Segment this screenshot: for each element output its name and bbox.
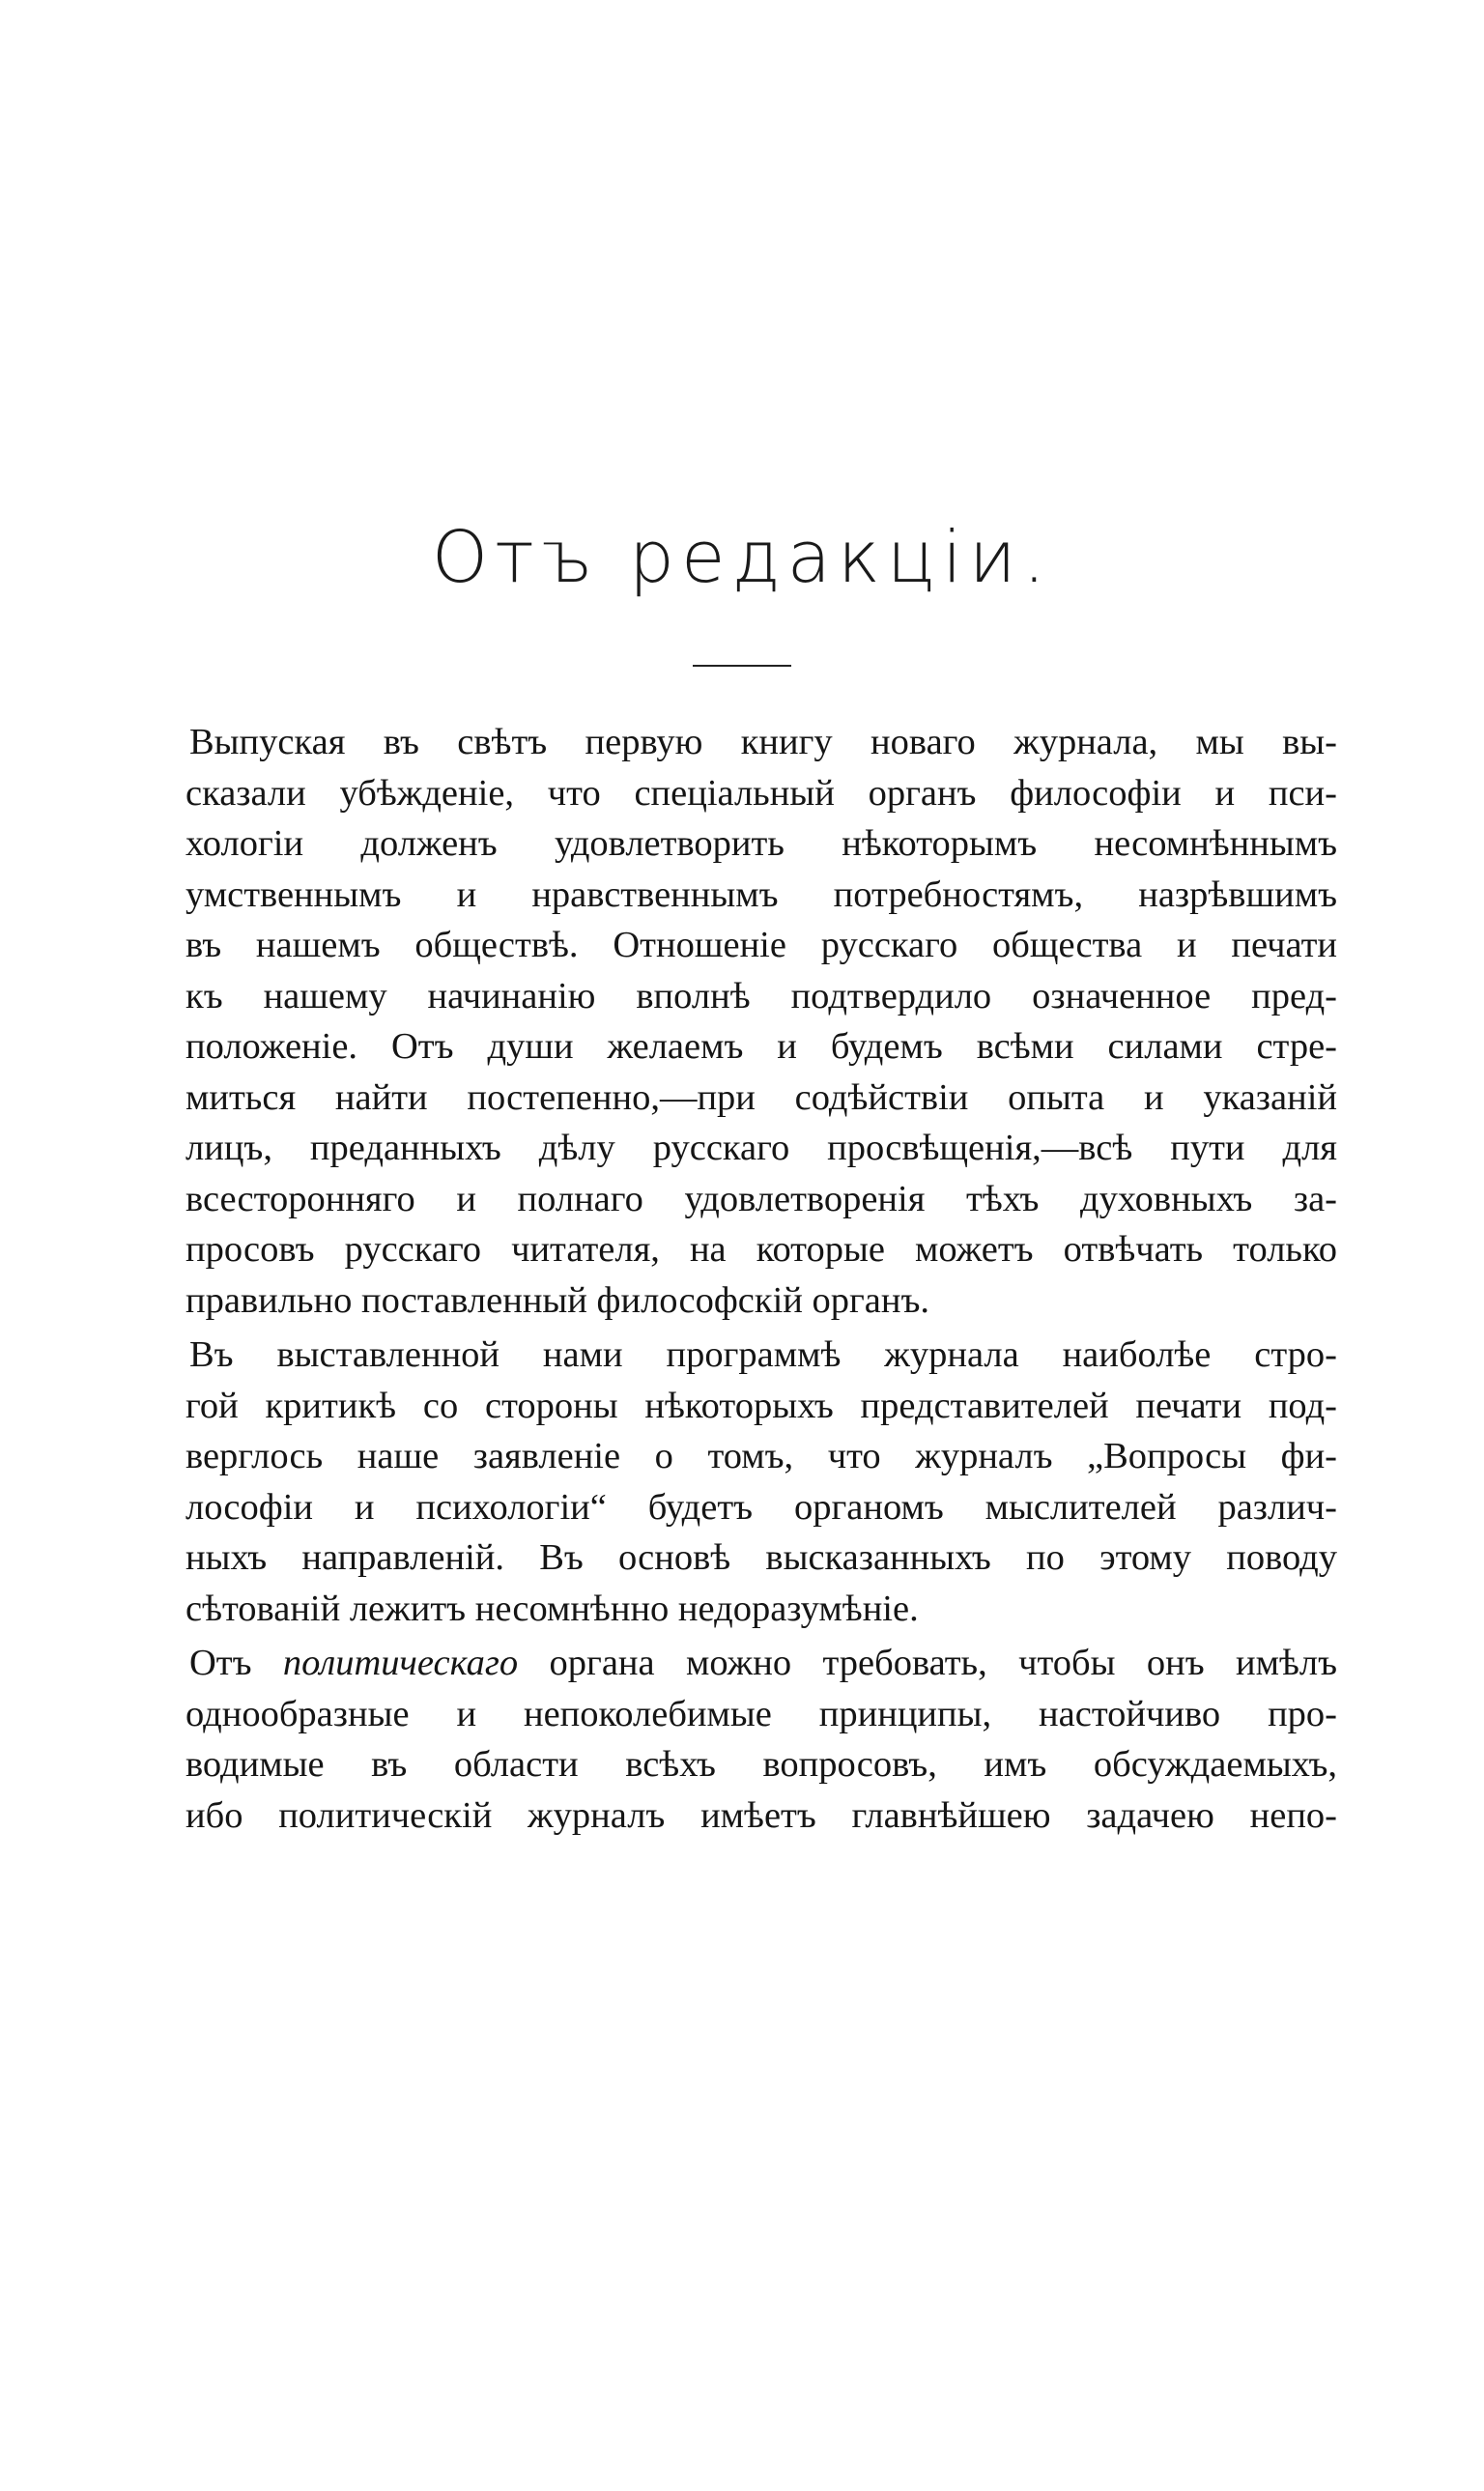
text-line: верглось наше заявленіе о томъ, что журналъ „Вопросы фи- <box>186 1436 1337 1476</box>
text-line: въ нашемъ обществѣ. Отношеніе русскаго общества и печати <box>186 925 1337 965</box>
text-line: однообразные и непоколебимые принципы, настойчиво про- <box>186 1693 1337 1734</box>
page-title: Отъ редакціи. <box>431 516 1053 599</box>
text-line: всесторонняго и полнаго удовлетворенія тѣхъ духовныхъ за- <box>186 1178 1337 1219</box>
text-line: ныхъ направленій. Въ основѣ высказанныхъ по этому поводу <box>186 1537 1337 1578</box>
text-line: лицъ, преданныхъ дѣлу русскаго просвѣщенія,—всѣ пути для <box>186 1128 1337 1168</box>
text-run: Отъ <box>189 1643 283 1683</box>
text-line: къ нашему начинанію вполнѣ подтвердило означенное пред- <box>186 975 1337 1016</box>
paragraph-3 <box>186 1638 1337 1841</box>
text-line: гой критикѣ со стороны нѣкоторыхъ представителей печати под- <box>186 1385 1337 1426</box>
paragraph-1 <box>186 717 1337 1326</box>
title-divider <box>693 665 791 667</box>
text-line: положеніе. Отъ души желаемъ и будемъ всѣми силами стре- <box>186 1026 1337 1067</box>
text-run: органа можно требовать, чтобы онъ имѣлъ <box>518 1643 1337 1683</box>
text-line: умственнымъ и нравственнымъ потребностямъ, назрѣвшимъ <box>186 873 1337 915</box>
text-line: лософіи и психологіи“ будетъ органомъ мыслителей различ- <box>186 1486 1337 1528</box>
italic-word: политическаго <box>282 1643 519 1683</box>
text-line: миться найти постепенно,—при содѣйствіи опыта и указаній <box>186 1076 1337 1118</box>
body-text <box>186 717 1337 1841</box>
text-line: сказали убѣжденіе, что спеціальный органъ философіи и пси- <box>186 772 1337 814</box>
text-line: сѣтованій лежитъ несомнѣнно недоразумѣніе. <box>186 1588 919 1629</box>
text-line: Выпуская въ свѣтъ первую книгу новаго журнала, мы вы- <box>189 722 1337 762</box>
text-line <box>186 1638 1337 1689</box>
text-line: правильно поставленный философскій органъ. <box>186 1279 930 1321</box>
text-line: хологіи долженъ удовлетворить нѣкоторымъ несомнѣннымъ <box>186 823 1337 864</box>
text-line: просовъ русскаго читателя, на которые можетъ отвѣчать только <box>186 1229 1337 1270</box>
text-line: Въ выставленной нами программѣ журнала наиболѣе стро- <box>189 1334 1337 1375</box>
text-line: водимые въ области всѣхъ вопросовъ, имъ обсуждаемыхъ, <box>186 1744 1337 1785</box>
text-line: ибо политическій журналъ имѣетъ главнѣйшею задачею непо- <box>186 1794 1337 1836</box>
paragraph-2 <box>186 1330 1337 1634</box>
